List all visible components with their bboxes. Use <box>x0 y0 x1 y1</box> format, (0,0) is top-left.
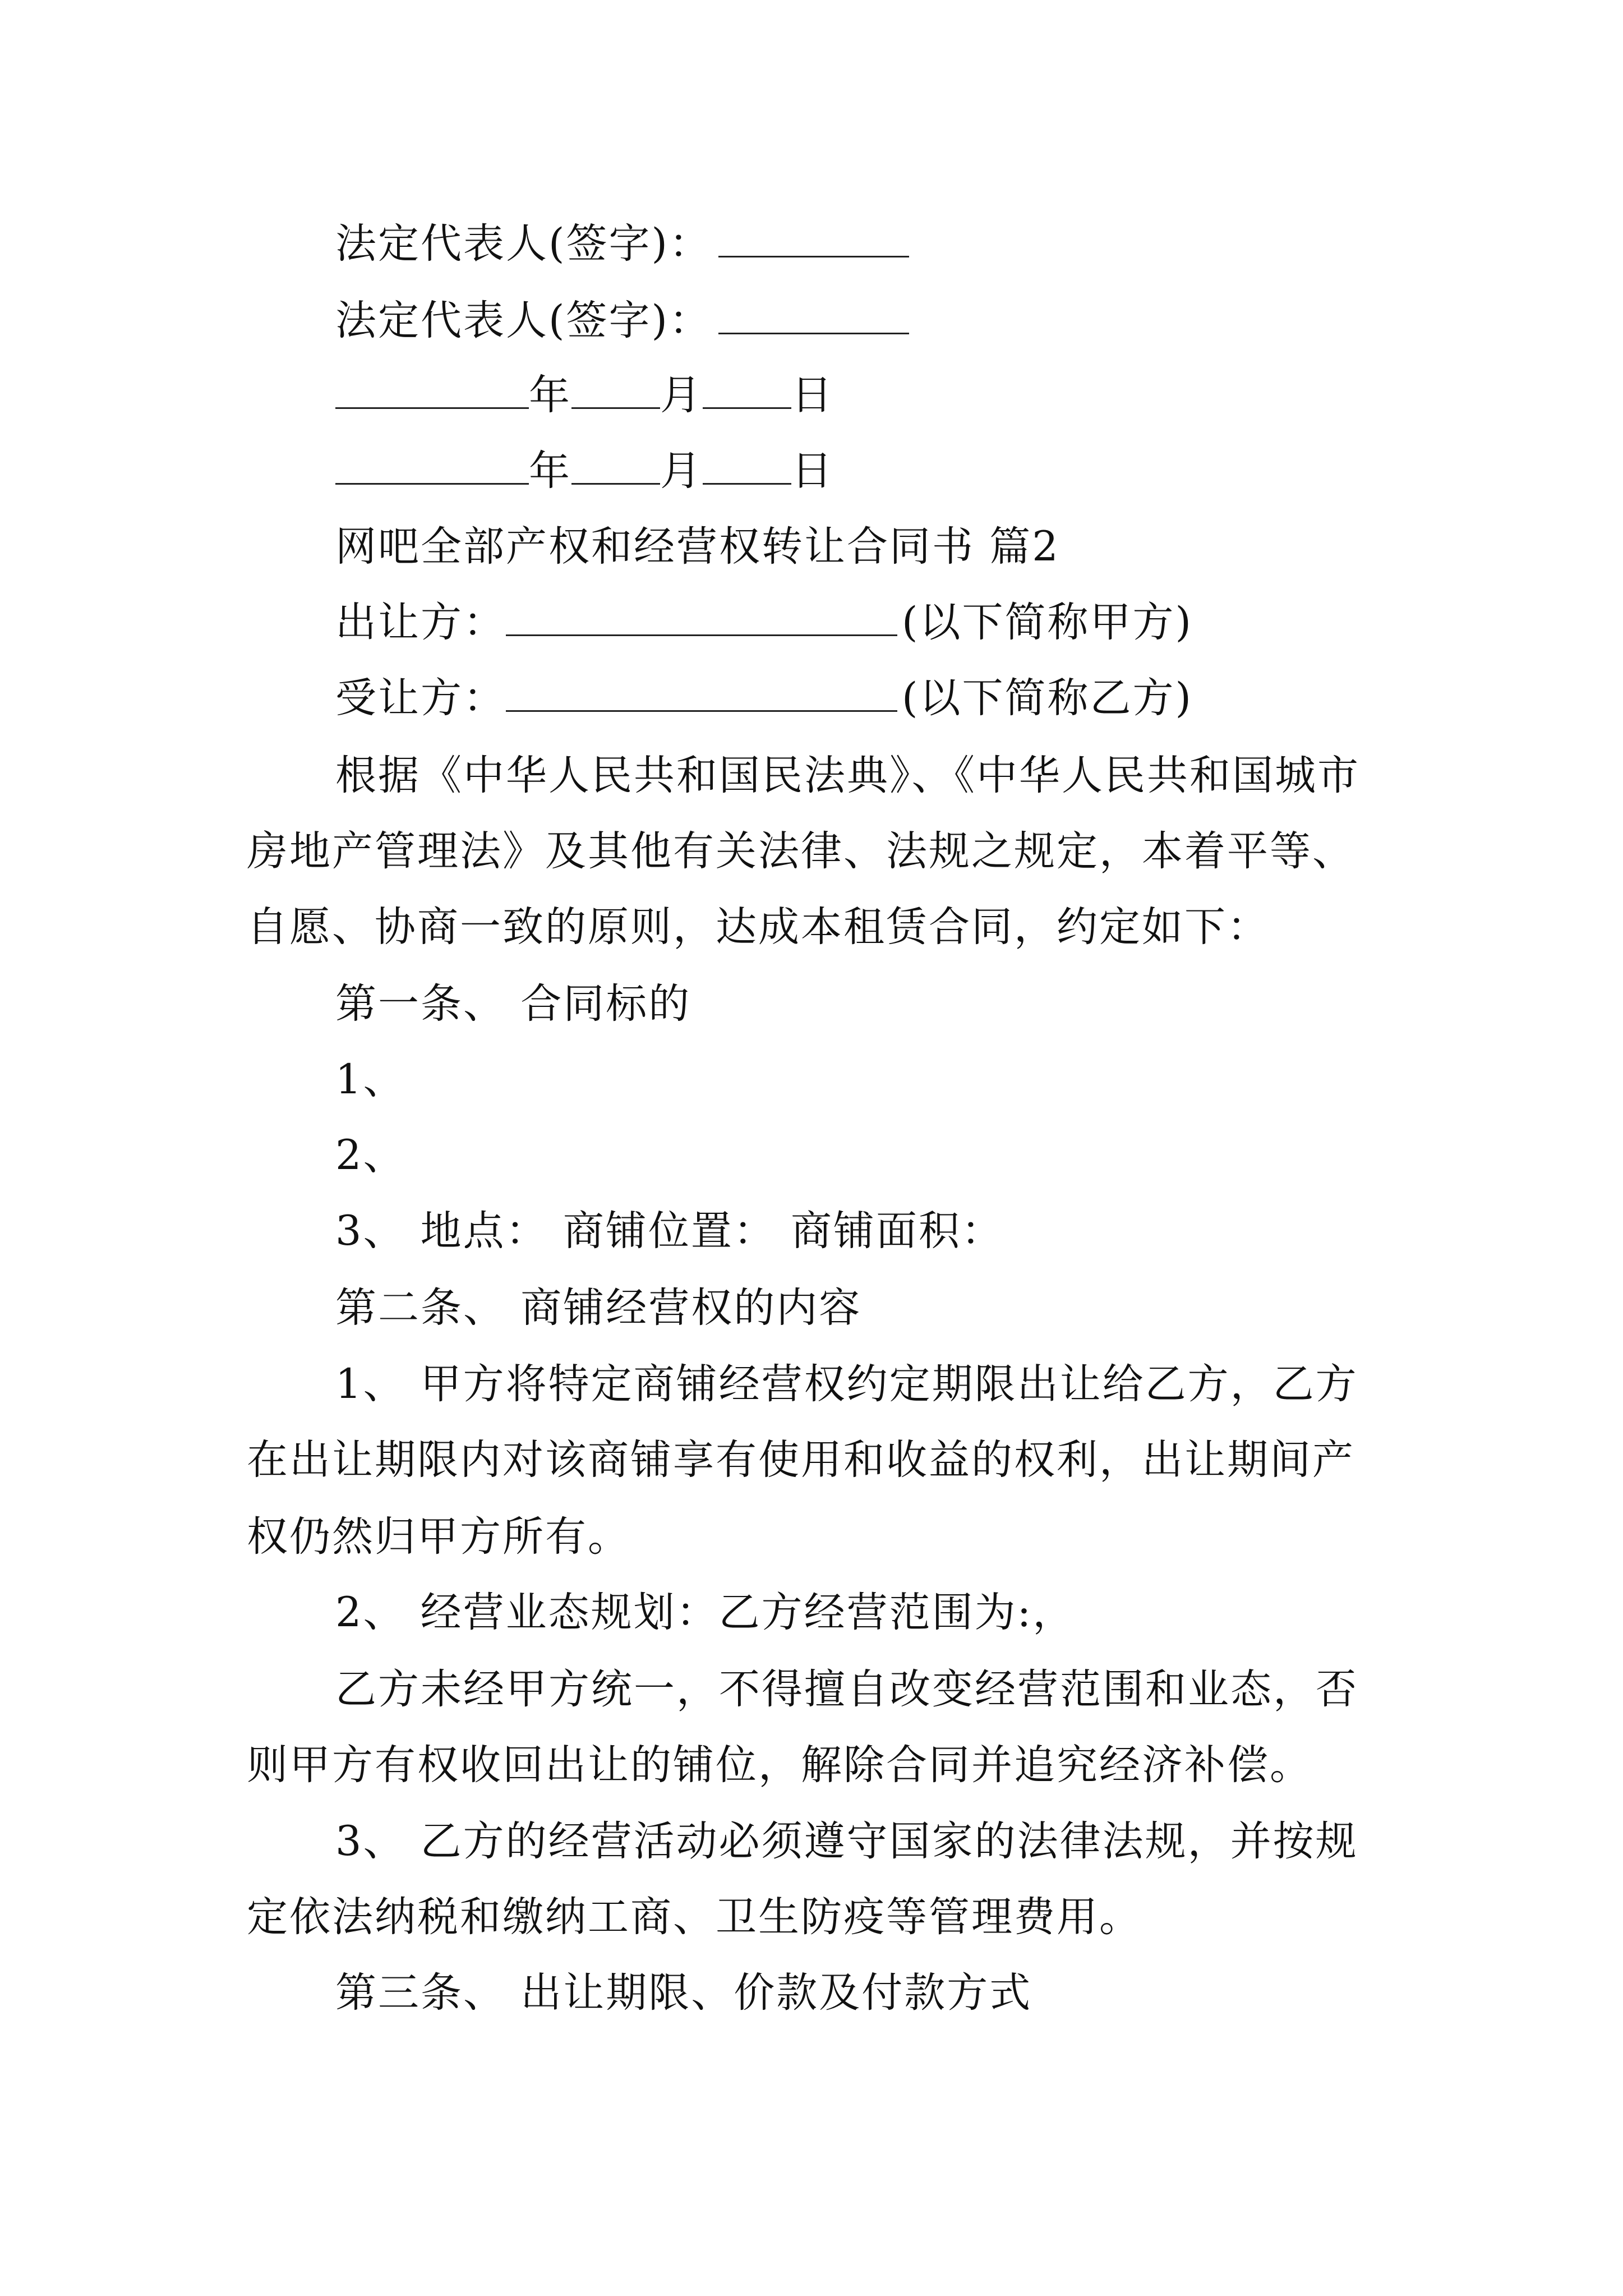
month-label: 月 <box>660 371 703 419</box>
article-1-item: 1、 <box>335 1056 406 1103</box>
date-line-1 <box>335 367 834 424</box>
date-line-2 <box>335 443 834 499</box>
rep-signature-label: 法定代表人(签字)： <box>335 297 712 344</box>
article-2-paragraph-line: 1、 甲方将特定商铺经营权约定期限出让给乙方，乙方 <box>335 1360 1358 1408</box>
signature-line-1 <box>335 216 909 272</box>
day-blank <box>703 375 791 409</box>
rep-signature-label: 法定代表人(签字)： <box>335 220 712 268</box>
transferor-suffix: (以下简称甲方) <box>902 599 1193 646</box>
signature-blank <box>718 223 909 257</box>
article-3-title: 第三条、 出让期限、价款及付款方式 <box>335 1969 1032 2017</box>
month-label: 月 <box>660 447 703 495</box>
year-blank <box>335 375 529 409</box>
transferee-blank <box>506 678 897 712</box>
transferee-suffix: (以下简称乙方) <box>902 674 1193 722</box>
month-blank <box>571 375 660 409</box>
article-2-paragraph-line: 在出让期限内对该商铺享有使用和收益的权利，出让期间产 <box>247 1436 1355 1484</box>
transferor-line <box>335 595 1193 651</box>
transferee-line <box>335 670 1193 726</box>
day-label: 日 <box>791 447 834 495</box>
year-blank <box>335 450 529 485</box>
article-2-paragraph-line: 定依法纳税和缴纳工商、卫生防疫等管理费用。 <box>247 1893 1142 1941</box>
transferee-label: 受让方： <box>335 674 506 722</box>
month-blank <box>571 450 660 485</box>
article-heading: 网吧全部产权和经营权转让合同书 篇2 <box>335 523 1060 570</box>
signature-blank <box>718 300 909 334</box>
transferor-blank <box>506 602 897 636</box>
day-label: 日 <box>791 371 834 419</box>
intro-paragraph-line: 自愿、协商一致的原则，达成本租赁合同，约定如下： <box>247 903 1270 951</box>
intro-paragraph-line: 房地产管理法》及其他有关法律、法规之规定，本着平等、 <box>247 827 1355 875</box>
transferor-label: 出让方： <box>335 599 506 646</box>
signature-line-2 <box>335 293 909 349</box>
article-2-paragraph-line: 3、 乙方的经营活动必须遵守国家的法律法规，并按规 <box>335 1818 1358 1865</box>
day-blank <box>703 450 791 485</box>
year-label: 年 <box>529 447 571 495</box>
article-1-item: 2、 <box>335 1131 406 1179</box>
article-2-paragraph-line: 则甲方有权收回出让的铺位，解除合同并追究经济补偿。 <box>247 1741 1312 1789</box>
year-label: 年 <box>529 371 571 419</box>
article-1-title: 第一条、 合同标的 <box>335 980 691 1028</box>
intro-paragraph-line: 根据《中华人民共和国民法典》、《中华人民共和国城市 <box>335 752 1360 799</box>
article-2-title: 第二条、 商铺经营权的内容 <box>335 1284 862 1332</box>
article-2-paragraph-line: 权仍然归甲方所有。 <box>247 1513 630 1561</box>
article-1-item: 3、 地点： 商铺位置： 商铺面积： <box>335 1207 1004 1255</box>
article-2-paragraph-line: 2、 经营业态规划：乙方经营范围为:， <box>335 1589 1076 1636</box>
article-2-paragraph-line: 乙方未经甲方统一，不得擅自改变经营范围和业态，否 <box>335 1665 1358 1713</box>
